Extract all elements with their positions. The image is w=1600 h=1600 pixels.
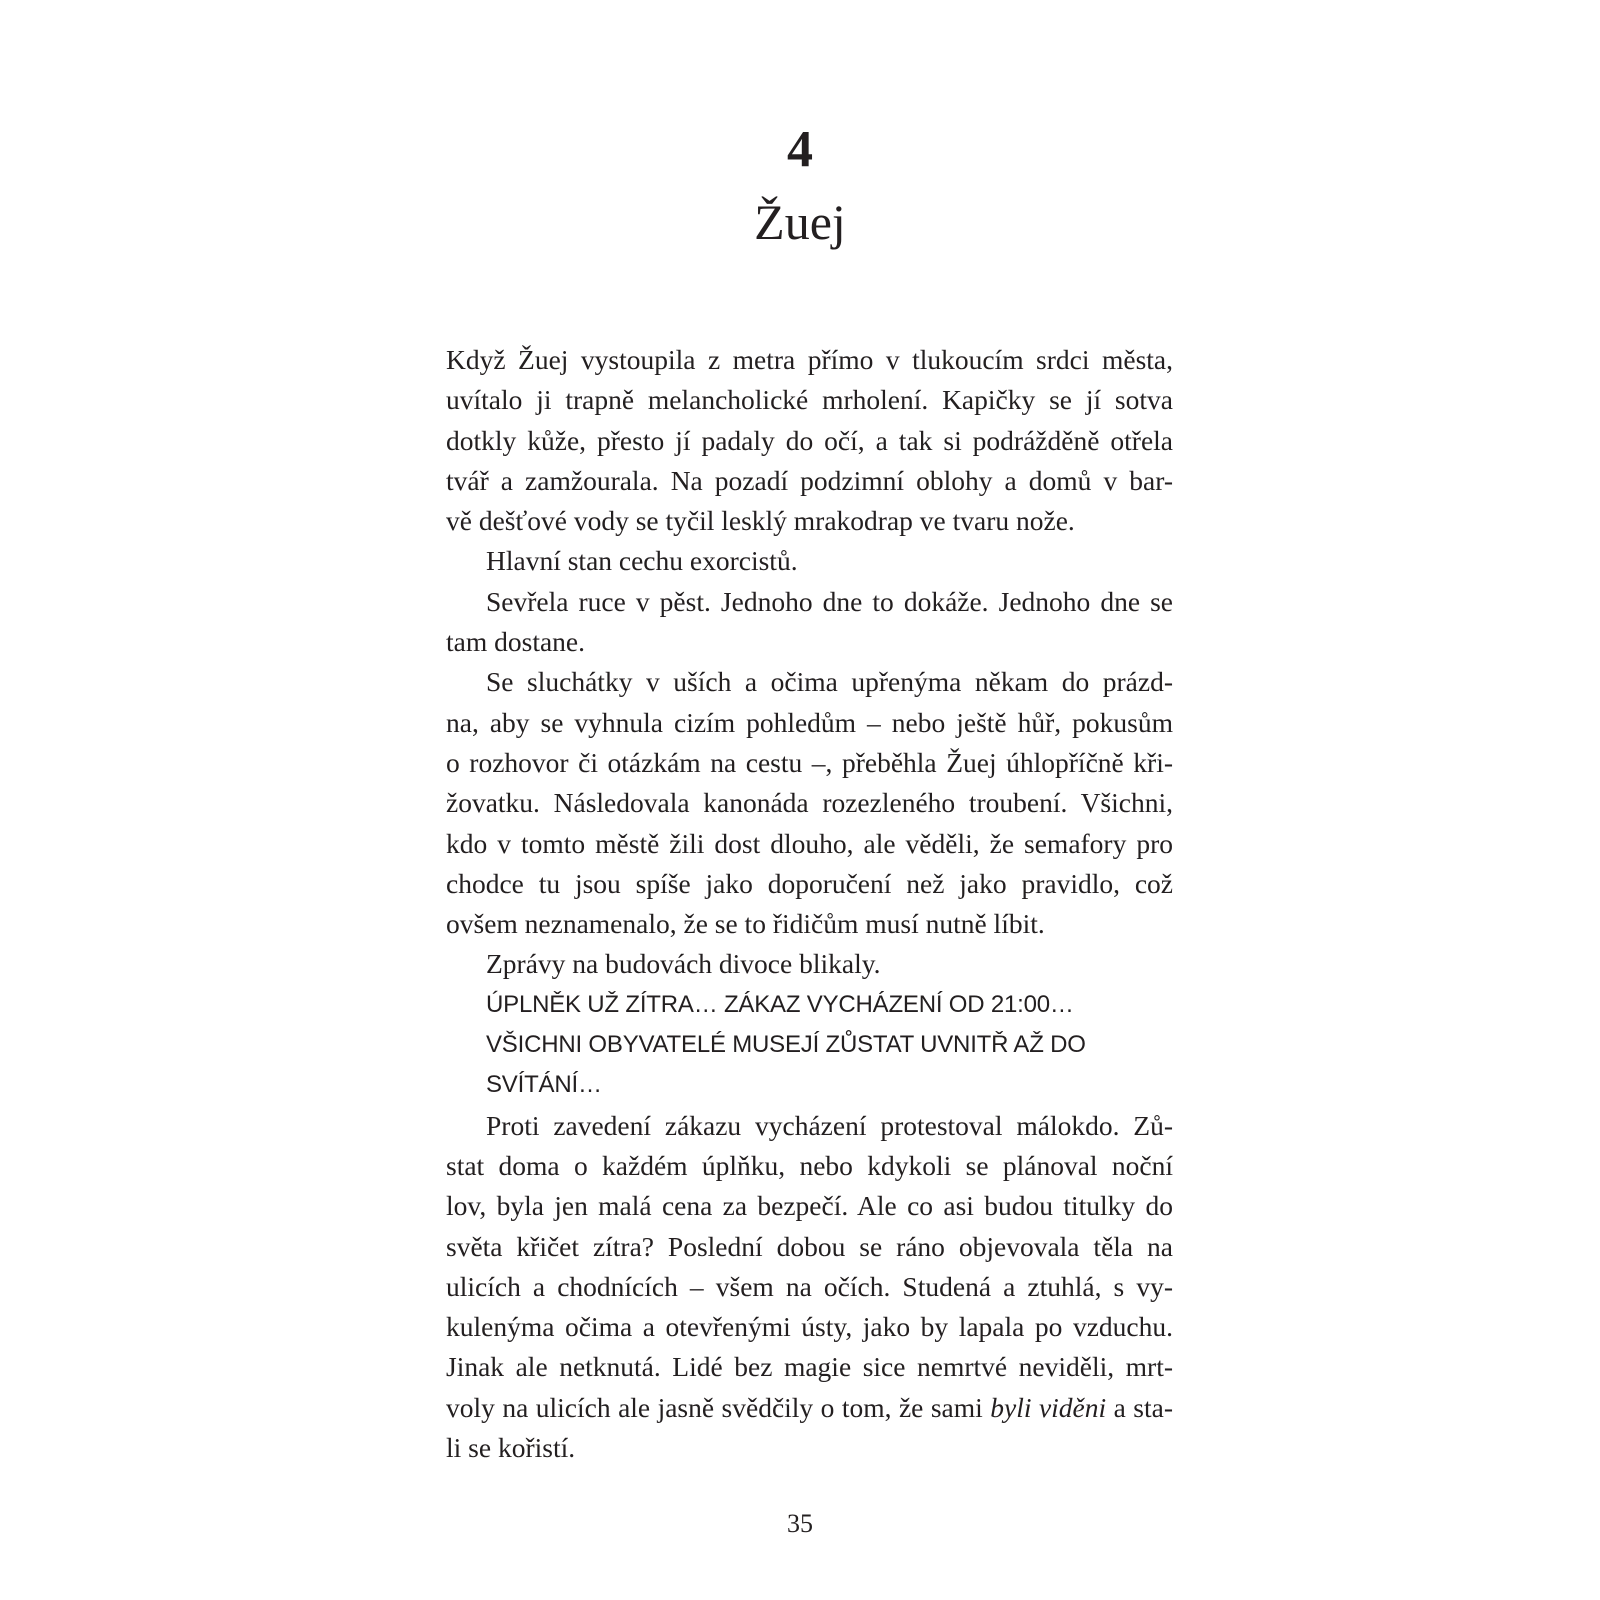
- text-line: vě dešťové vody se tyčil lesklý mrakodrap ve tvaru nože.: [446, 505, 1075, 537]
- text-line: Jinak ale netknutá. Lidé bez magie sice nemrtvé neviděli, mrt-: [446, 1351, 1173, 1383]
- text-line: chodce tu jsou spíše jako doporučení než jako pravidlo, což: [446, 867, 1173, 899]
- text-line: žovatku. Následovala kanonáda rozezleného troubení. Všichni,: [446, 787, 1173, 819]
- text-line: uvítalo ji trapně melancholické mrholení. Kapičky se jí sotva: [446, 384, 1173, 416]
- billboard-text-line: ÚPLNĚK UŽ ZÍTRA… ZÁKAZ VYCHÁZENÍ OD 21:00…: [486, 990, 1074, 1018]
- page-number: 35: [787, 1509, 813, 1538]
- chapter-title: Žuej: [754, 194, 846, 250]
- text-line: stat doma o každém úplňku, nebo kdykoli se plánoval noční: [446, 1149, 1173, 1181]
- text-segment: a sta-: [1106, 1391, 1173, 1423]
- text-line: dotkly kůže, přesto jí padaly do očí, a tak si podrážděně otřela: [446, 424, 1173, 456]
- body-text: [446, 340, 1173, 1468]
- text-line: lov, byla jen malá cena za bezpečí. Ale co asi budou titulky do: [446, 1190, 1173, 1222]
- text-line: kdo v tomto městě žili dost dlouho, ale věděli, že semafory pro: [446, 827, 1173, 859]
- text-line: světa křičet zítra? Poslední dobou se ráno objevovala těla na: [446, 1230, 1173, 1262]
- text-line: Když Žuej vystoupila z metra přímo v tlukoucím srdci města,: [446, 344, 1173, 375]
- text-line: [446, 1388, 1173, 1428]
- text-line: kulenýma očima a otevřenými ústy, jako by lapala po vzduchu.: [446, 1311, 1173, 1343]
- text-segment: voly na ulicích ale jasně svědčily o tom, že sami: [446, 1391, 991, 1423]
- chapter-number: 4: [787, 121, 813, 178]
- italic-text: byli viděni: [990, 1391, 1107, 1423]
- text-line: ovšem neznamenalo, že se to řidičům musí nutně líbit.: [446, 908, 1045, 940]
- text-line: li se kořistí.: [446, 1432, 576, 1464]
- text-line: ulicích a chodnících – všem na očích. Studená a ztuhlá, s vy-: [446, 1270, 1173, 1302]
- text-line: o rozhovor či otázkám na cestu –, přeběhla Žuej úhlopříčně kři-: [446, 746, 1173, 778]
- text-line: Sevřela ruce v pěst. Jednoho dne to dokáže. Jednoho dne se: [486, 585, 1173, 617]
- billboard-text-line: SVÍTÁNÍ…: [486, 1071, 602, 1099]
- text-line: Se sluchátky v uších a očima upřenýma někam do prázd-: [486, 666, 1173, 698]
- text-line: Zprávy na budovách divoce blikaly.: [486, 948, 881, 980]
- text-line: Hlavní stan cechu exorcistů.: [486, 545, 798, 577]
- billboard-text-line: VŠICHNI OBYVATELÉ MUSEJÍ ZŮSTAT UVNITŘ AŽ DO: [486, 1031, 1086, 1059]
- text-line: tvář a zamžourala. Na pozadí podzimní oblohy a domů v bar-: [446, 464, 1173, 496]
- text-line: Proti zavedení zákazu vycházení protestoval málokdo. Zů-: [486, 1109, 1173, 1141]
- text-line: na, aby se vyhnula cizím pohledům – nebo ještě hůř, pokusům: [446, 706, 1173, 738]
- text-line: tam dostane.: [446, 626, 585, 658]
